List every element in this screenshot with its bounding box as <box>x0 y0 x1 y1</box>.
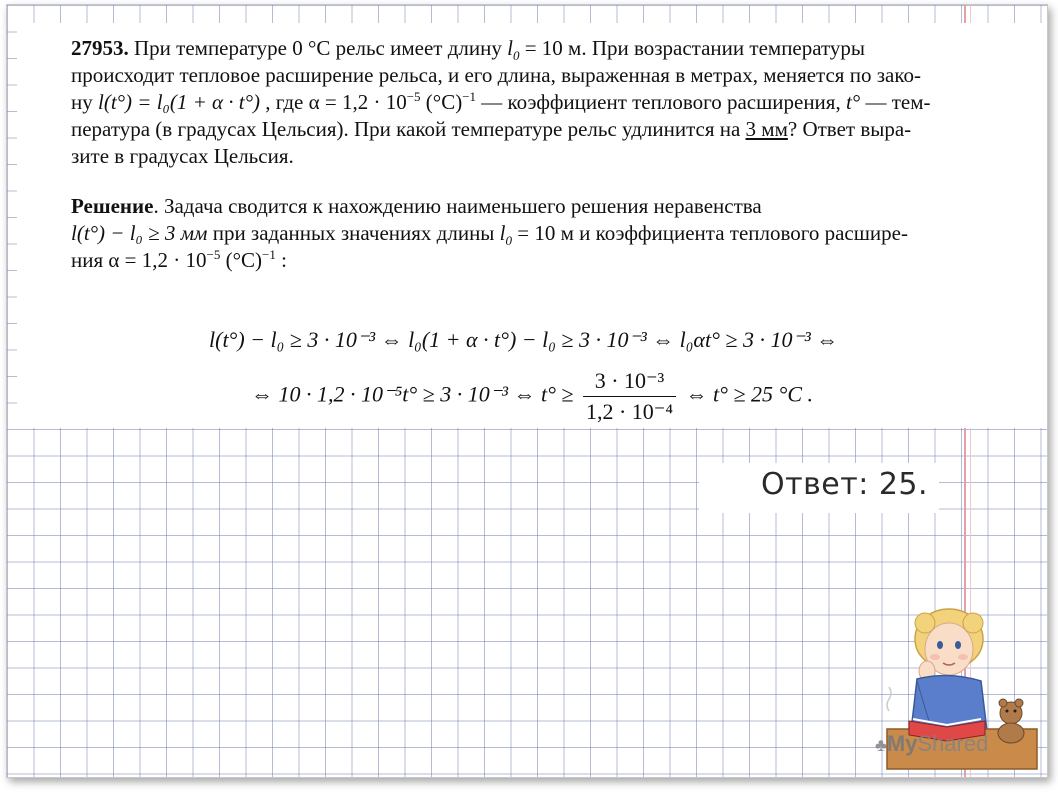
problem-text-3d: — коэффициент теплового расширения, <box>476 90 846 114</box>
solution-text-1: . Задача сводится к нахождению наименьшего решения неравенства <box>153 194 762 218</box>
solution-text-3a: ния α = 1,2 · 10 <box>71 248 207 272</box>
inequality-formula: l(t°) − l₀ ≥ 3 мм <box>71 221 208 245</box>
exp-minus1: −1 <box>462 89 477 104</box>
equation-row-2a: ⇔ 10 · 1,2 · 10⁻⁵t° ≥ 3 · 10⁻³ ⇔ t° ≥ <box>251 381 574 407</box>
problem-text-1a: При температуре 0 °C рельс имеет длину <box>128 36 508 60</box>
answer-box <box>699 463 939 513</box>
exp-minus5: −5 <box>406 89 421 104</box>
problem-text-3b: , где α = 1,2 · 10 <box>260 90 407 114</box>
tree-logo-icon: ♣ <box>875 735 887 755</box>
solution-text-3b: (°C) <box>220 248 262 272</box>
t-symbol: t° <box>845 90 861 114</box>
problem-statement <box>71 35 1046 170</box>
equation-row-2 <box>251 368 813 425</box>
problem-text-3e: — тем- <box>860 90 931 114</box>
problem-number: 27953. <box>71 36 129 60</box>
problem-text-2: происходит тепловое расширение рельса, и его длина, выраженная в метрах, меняется по зако- <box>71 63 921 87</box>
solution-label: Решение <box>71 194 154 218</box>
watermark-brand-a: My <box>886 731 918 756</box>
rail-formula: l(t°) = l₀(1 + α · t°) <box>98 90 261 114</box>
answer-text: Ответ: 25. <box>761 467 929 502</box>
solution-text-3c: : <box>275 248 287 272</box>
teddy-bear-icon <box>998 699 1024 743</box>
fraction-numerator: 3 · 10⁻³ <box>583 368 676 397</box>
solution-text-2c: = 10 м и коэффициента теплового расшире- <box>512 221 908 245</box>
fraction-denominator: 1,2 · 10⁻⁴ <box>585 399 674 424</box>
problem-text-3a: ну <box>71 90 98 114</box>
fraction <box>583 368 676 425</box>
l0-symbol: $l_0$ <box>507 36 520 64</box>
exp-minus1-b: −1 <box>261 247 276 262</box>
problem-text-5: зите в градусах Цельсия. <box>71 144 294 168</box>
watermark-brand-b: Shared <box>917 731 989 756</box>
solution-text-2b: при заданных значениях длины <box>207 221 500 245</box>
problem-panel <box>17 23 1047 428</box>
slide <box>6 4 1048 778</box>
problem-text-3c: (°C) <box>420 90 463 114</box>
problem-text-1b: = 10 м. При возрастании температуры <box>519 36 866 60</box>
myshared-watermark <box>875 731 988 757</box>
problem-text-4b: ? Ответ выра- <box>787 117 912 141</box>
solution-statement <box>71 193 1046 274</box>
exp-minus5-b: −5 <box>206 247 221 262</box>
equation-row-1: l(t°) − l₀ ≥ 3 · 10⁻³ ⇔ l₀(1 + α · t°) − l₀ ≥ 3 · 10⁻³ ⇔ l₀αt° ≥ 3 · 10⁻³ ⇔ <box>209 327 839 352</box>
underlined-3mm: 3 мм <box>745 117 788 141</box>
problem-text-4a: пература (в градусах Цельсия). При какой температуре рельс удлинится на <box>71 117 746 141</box>
l0-symbol-2: $l_0$ <box>499 221 513 249</box>
equation-row-2b: ⇔ t° ≥ 25 °C . <box>685 381 814 407</box>
